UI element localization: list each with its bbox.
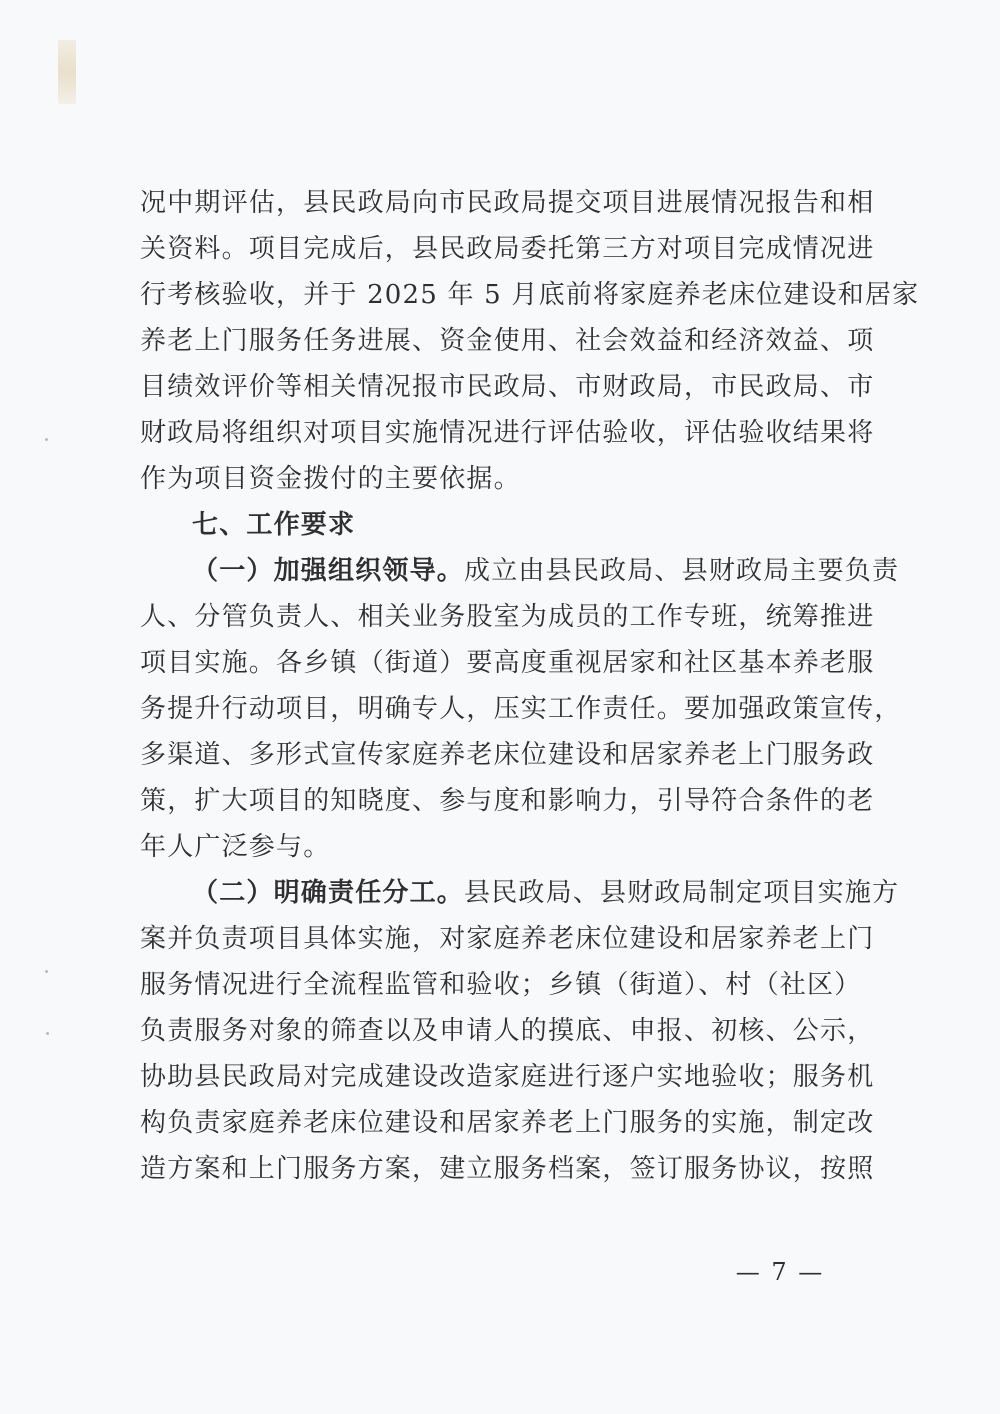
paragraph-line: 造方案和上门服务方案，建立服务档案，签订服务协议，按照 [140,1154,875,1184]
paragraph-line: 负责服务对象的筛查以及申请人的摸底、申报、初核、公示， [140,1016,875,1046]
paragraph-line: 关资料。项目完成后，县民政局委托第三方对项目完成情况进 [140,234,875,264]
paragraph-line: 财政局将组织对项目实施情况进行评估验收，评估验收结果将 [140,418,875,448]
paragraph-line-text: 县民政局、县财政局制定项目实施方 [464,878,900,908]
section-heading: 七、工作要求 [192,510,356,540]
paragraph-lead-title: （一）加强组织领导。 [192,556,465,586]
paragraph-line: 策，扩大项目的知晓度、参与度和影响力，引导符合条件的老 [140,786,875,816]
paragraph-line: 多渠道、多形式宣传家庭养老床位建设和居家养老上门服务政 [140,740,875,770]
paragraph-line: 行考核验收，并于 2025 年 5 月底前将家庭养老床位建设和居家 [140,280,920,310]
paragraph-line: 务提升行动项目，明确专人，压实工作责任。要加强政策宣传， [140,694,902,724]
paragraph-line: 养老上门服务任务进展、资金使用、社会效益和经济效益、项 [140,326,875,356]
paragraph-line: 案并负责项目具体实施，对家庭养老床位建设和居家养老上门 [140,924,875,954]
scan-speck [46,1032,49,1035]
page-number: — 7 — [735,1258,825,1286]
document-body [140,180,920,1192]
scan-speck [45,438,48,441]
paragraph-first-line [140,548,900,594]
paragraph-lead-title: （二）明确责任分工。 [192,878,465,908]
paragraph-line: 年人广泛参与。 [140,832,331,862]
paragraph-line-text: 成立由县民政局、县财政局主要负责 [464,556,900,586]
paragraph-line: 作为项目资金拨付的主要依据。 [140,464,521,494]
paragraph-line: 人、分管负责人、相关业务股室为成员的工作专班，统筹推进 [140,602,875,632]
paragraph-line: 目绩效评价等相关情况报市民政局、市财政局，市民政局、市 [140,372,875,402]
paragraph-line: 构负责家庭养老床位建设和居家养老上门服务的实施，制定改 [140,1108,875,1138]
scan-speck [45,970,48,973]
paragraph-line: 项目实施。各乡镇（街道）要高度重视居家和社区基本养老服 [140,648,875,678]
binding-mark [58,40,76,104]
paragraph-line: 协助县民政局对完成建设改造家庭进行逐户实地验收；服务机 [140,1062,875,1092]
paragraph-line: 况中期评估，县民政局向市民政局提交项目进展情况报告和相 [140,188,875,218]
paragraph-first-line [140,870,900,916]
paragraph-line: 服务情况进行全流程监管和验收；乡镇（街道）、村（社区） [140,970,862,1000]
